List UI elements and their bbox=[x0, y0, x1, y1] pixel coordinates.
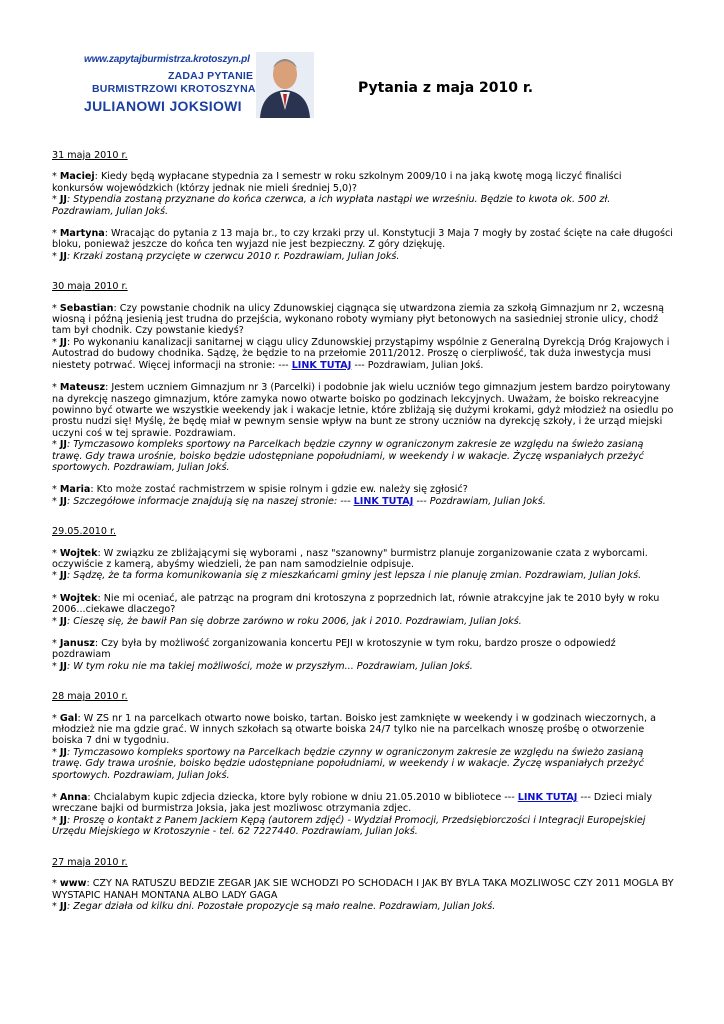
asker-name: Mateusz bbox=[59, 382, 106, 394]
answer-text-after: --- Pozdrawiam, Julian Jokś. bbox=[351, 359, 484, 371]
asker-name: Gal bbox=[59, 712, 78, 724]
question: * Maria: Kto może zostać rachmistrzem w spisie rolnym i gdzie ew. należy się zgłosić? bbox=[52, 484, 468, 496]
question: * Wojtek: W związku ze zbliżającymi się wyborami , nasz "szanowny" burmistrz planuje zorganizowanie czata z wyborcami. oczywiście z kamerą, abyśmy wiedzieli, że pan nam samodzielnie odpisuje. bbox=[52, 547, 648, 570]
question-text: : Kto może zostać rachmistrzem w spisie rolnym i gdzie ew. należy się zgłosić? bbox=[90, 484, 468, 496]
link-tutaj[interactable]: LINK TUTAJ bbox=[353, 495, 414, 507]
answer-text: : Proszę o kontakt z Panem Jackiem Kępą (autorem zdjęć) - Wydział Promocji, Przedsiębiorczości i Integracji Europejskiej Urzędu Miejskiego w Krotoszynie - tel. 62 7227440. Pozdrawiam, Julian Jokś. bbox=[52, 814, 646, 838]
banner-line-1: ZADAJ PYTANIE bbox=[168, 70, 254, 82]
question: * Sebastian: Czy powstanie chodnik na ulicy Zdunowskiej ciągnąca się utwardzona ziemia za szkołą Gimnazjum nr 2, wczesną wiosną i późną jesienią jest trudna do przejścia, wykonano roboty wymiany płyt betonowych na sasiedniej stronie ulicy, chodź tam był chodnik. Czy powstanie kiedyś? bbox=[52, 302, 665, 337]
asker-name: www bbox=[59, 878, 87, 890]
question-text: : W związku ze zbliżającymi się wyborami , nasz "szanowny" burmistrz planuje zorganizowanie czata z wyborcami. oczywiście z kamerą, abyśmy wiedzieli, że pan nam samodzielnie odpisuje. bbox=[52, 547, 648, 570]
question: * Martyna: Wracając do pytania z 13 maja br., to czy krzaki przy ul. Konstytucji 3 Maja 7 mogły by zostać ścięte na całe długości bloku, ponieważ jeszcze do końca ten wyjazd nie jest bezpieczny. Z góry dziękuję. bbox=[52, 228, 673, 251]
answerer-name: JJ bbox=[59, 495, 67, 507]
qa-entry bbox=[52, 303, 674, 371]
banner-line-3: JULIANOWI JOKSIOWI bbox=[84, 98, 242, 114]
page-title: Pytania z maja 2010 r. bbox=[358, 80, 534, 96]
question-text-after: --- Dzieci mialy wreczane bajki od burmistrza Joksia, jaka jest mozliwosc otrzymania zdjec. bbox=[52, 792, 653, 815]
question-text: : Czy powstanie chodnik na ulicy Zdunowskiej ciągnąca się utwardzona ziemia za szkołą Gimnazjum nr 2, wczesną wiosną i późną jesienią jest trudna do przejścia, wykonano roboty wymiany płyt betonowych na sasiedniej stronie ulicy, chodź tam był chodnik. Czy powstanie kiedyś? bbox=[52, 302, 665, 337]
asker-name: Maria bbox=[59, 484, 91, 496]
answer: * JJ: Tymczasowo kompleks sportowy na Parcelkach będzie czynny w ograniczonym zakresie ze względu na świeżo zasianą trawę. Gdy trawa urośnie, boisko będzie udostępniane popołudniami, w weekendy i w wakacje. Życzę wspaniałych przeżyć sportowych. Pozdrawiam, Julian Jokś. bbox=[52, 746, 644, 781]
asker-name: Sebastian bbox=[59, 302, 114, 314]
answerer-name: JJ bbox=[59, 250, 67, 262]
qa-entry bbox=[52, 382, 674, 473]
qa-entry bbox=[52, 638, 674, 672]
answer-text: : Krzaki zostaną przycięte w czerwcu 2010 r. Pozdrawiam, Julian Jokś. bbox=[67, 250, 400, 262]
answer: * JJ: Stypendia zostaną przyznane do końca czerwca, a ich wypłata nastąpi we wrześniu. Będzie to kwota ok. 500 zł. Pozdrawiam, Julian Jokś. bbox=[52, 194, 611, 217]
questions-list bbox=[52, 150, 674, 931]
section-date: 27 maja 2010 r. bbox=[52, 856, 128, 868]
date-section bbox=[52, 150, 674, 262]
banner-line-2: BURMISTRZOWI KROTOSZYNA bbox=[92, 83, 256, 95]
answerer-name: JJ bbox=[59, 439, 67, 451]
answer: * JJ: Cieszę się, że bawił Pan się dobrze zarówno w roku 2006, jak i 2010. Pozdrawiam, Julian Jokś. bbox=[52, 615, 522, 627]
asker-name: Wojtek bbox=[59, 592, 98, 604]
qa-entry bbox=[52, 878, 674, 912]
date-section bbox=[52, 857, 674, 913]
answer-text: : Tymczasowo kompleks sportowy na Parcelkach będzie czynny w ograniczonym zakresie ze względu na świeżo zasianą trawę. Gdy trawa urośnie, boisko będzie udostępniane popołudniami, w weekendy i w wakacje. Życzę wspaniałych przeżyć sportowych. Pozdrawiam, Julian Jokś. bbox=[52, 746, 644, 781]
answer-text: : Szczegółowe informacje znajdują się na naszej stronie: --- bbox=[67, 495, 354, 507]
banner-url: www.zapytajburmistrza.krotoszyn.pl bbox=[84, 54, 250, 65]
link-tutaj[interactable]: LINK TUTAJ bbox=[291, 359, 352, 371]
answer-text: : Zegar działa od kilku dni. Pozostałe propozycje są mało realne. Pozdrawiam, Julian Jokś. bbox=[67, 900, 496, 912]
asker-name: Wojtek bbox=[59, 547, 98, 559]
question: * www: CZY NA RATUSZU BEDZIE ZEGAR JAK SIE WCHODZI PO SCHODACH I JAK BY BYLA TAKA MOZLIWOSC CZY 2011 MOGLA BY WYSTAPIC HANAH MONTANA ALBO LADY GAGA bbox=[52, 878, 674, 901]
answerer-name: JJ bbox=[59, 746, 67, 758]
question: * Wojtek: Nie mi oceniać, ale patrząc na program dni krotoszyna z poprzednich lat, równie atrakcyjne jak te 2010 były w roku 2006...ciekawe dlaczego? bbox=[52, 592, 660, 616]
answer: * JJ: Krzaki zostaną przycięte w czerwcu 2010 r. Pozdrawiam, Julian Jokś. bbox=[52, 250, 400, 262]
answer: * JJ: W tym roku nie ma takiej możliwości, może w przyszłym... Pozdrawiam, Julian Jokś. bbox=[52, 660, 473, 672]
section-date: 28 maja 2010 r. bbox=[52, 691, 128, 703]
answer-text: : Stypendia zostaną przyznane do końca czerwca, a ich wypłata nastąpi we wrześniu. Będzie to kwota ok. 500 zł. Pozdrawiam, Julian Jokś. bbox=[52, 194, 611, 217]
question-text: : Czy była by możliwość zorganizowania koncertu PEJI w krotoszynie w tym roku, bardzo prosze o odpowiedź pozdrawiam bbox=[52, 638, 616, 661]
answerer-name: JJ bbox=[59, 660, 67, 672]
section-date: 31 maja 2010 r. bbox=[52, 150, 128, 161]
question-text: : Nie mi oceniać, ale patrząc na program dni krotoszyna z poprzednich lat, równie atrakcyjne jak te 2010 były w roku 2006...ciekawe dlaczego? bbox=[52, 592, 660, 616]
asker-name: Anna bbox=[59, 792, 88, 804]
asker-name: Maciej bbox=[59, 171, 95, 183]
date-section bbox=[52, 281, 674, 507]
date-section bbox=[52, 526, 674, 672]
answer: * JJ: Szczegółowe informacje znajdują się na naszej stronie: --- LINK TUTAJ --- Pozdrawiam, Julian Jokś. bbox=[52, 495, 546, 507]
section-date: 30 maja 2010 r. bbox=[52, 281, 128, 293]
question: * Anna: Chcialabym kupic zdjecia dziecka, ktore byly robione w dniu 21.05.2010 w bibliotece --- LINK TUTAJ --- Dzieci mialy wreczane bajki od burmistrza Joksia, jaka jest mozliwosc otrzymania zdjec. bbox=[52, 792, 653, 815]
qa-entry bbox=[52, 484, 674, 507]
qa-entry bbox=[52, 713, 674, 781]
answerer-name: JJ bbox=[59, 194, 67, 206]
answerer-name: JJ bbox=[59, 570, 67, 582]
link-tutaj[interactable]: LINK TUTAJ bbox=[517, 792, 578, 804]
answer-text: : W tym roku nie ma takiej możliwości, może w przyszłym... Pozdrawiam, Julian Jokś. bbox=[67, 660, 473, 672]
qa-entry bbox=[52, 792, 674, 838]
question: * Maciej: Kiedy będą wypłacane stypednia za I semestr w roku szkolnym 2009/10 i na jaką kwotę mogą liczyć finaliści konkursów wojewódzkich (którzy jednak nie mieli średniej 5,0)? bbox=[52, 171, 622, 194]
question-text: : Chcialabym kupic zdjecia dziecka, ktore byly robione w dniu 21.05.2010 w bibliotece --- bbox=[87, 792, 518, 804]
answer: * JJ: Sądzę, że ta forma komunikowania się z mieszkańcami gminy jest lepsza i nie planuję zmian. Pozdrawiam, Julian Jokś. bbox=[52, 570, 642, 582]
answer: * JJ: Tymczasowo kompleks sportowy na Parcelkach będzie czynny w ograniczonym zakresie ze względu na świeżo zasianą trawę. Gdy trawa urośnie, boisko będzie udostępniane popołudniami, w weekendy i w wakacje. Życzę wspaniałych przeżyć sportowych. Pozdrawiam, Julian Jokś. bbox=[52, 439, 644, 473]
answerer-name: JJ bbox=[59, 615, 67, 627]
answer-text: : Tymczasowo kompleks sportowy na Parcelkach będzie czynny w ograniczonym zakresie ze względu na świeżo zasianą trawę. Gdy trawa urośnie, boisko będzie udostępniane popołudniami, w weekendy i w wakacje. Życzę wspaniałych przeżyć sportowych. Pozdrawiam, Julian Jokś. bbox=[52, 439, 644, 473]
answer: * JJ: Po wykonaniu kanalizacji sanitarnej w ciągu ulicy Zdunowskiej przystąpimy wspólnie z Generalną Dyrekcją Dróg Krajowych i Autostrad do budowy chodnika. Sądzę, że będzie to na przełomie 2011/2012. Proszę o cierpliwość, tak duża inwestycja musi niestety potrwać. Więcej informacji na stronie: --- LINK TUTAJ --- Pozdrawiam, Julian Jokś. bbox=[52, 336, 670, 371]
answer-text: : Sądzę, że ta forma komunikowania się z mieszkańcami gminy jest lepsza i nie planuję zmian. Pozdrawiam, Julian Jokś. bbox=[67, 570, 642, 582]
question: * Janusz: Czy była by możliwość zorganizowania koncertu PEJI w krotoszynie w tym roku, bardzo prosze o odpowiedź pozdrawiam bbox=[52, 638, 616, 661]
question-text: : Wracając do pytania z 13 maja br., to czy krzaki przy ul. Konstytucji 3 Maja 7 mogły by zostać ścięte na całe długości bloku, ponieważ jeszcze do końca ten wyjazd nie jest bezpieczny. Z góry dziękuję. bbox=[52, 228, 673, 251]
answer-text-after: --- Pozdrawiam, Julian Jokś. bbox=[413, 495, 546, 507]
answerer-name: JJ bbox=[59, 336, 67, 348]
question-text: : Kiedy będą wypłacane stypednia za I semestr w roku szkolnym 2009/10 i na jaką kwotę mogą liczyć finaliści konkursów wojewódzkich (którzy jednak nie mieli średniej 5,0)? bbox=[52, 171, 622, 194]
question: * Mateusz: Jestem uczniem Gimnazjum nr 3 (Parcelki) i podobnie jak wielu uczniów tego gimnazjum jestem bardzo poirytowany na dyrekcję naszego gimnazjum, które zamyka nowo otwarte boisko po godzinach lekcyjnych. Uważam, że boisko rekreacyjne powinno być otwarte we wszystkie weekendy jak i wakacje letnie, które zbliżają się dużymi krokami, gdyż młodzież na osiedlu po prostu nudzi się! Myślę, że będę miał w pewnym sensie wpływ na bunt ze strony uczniów na dyrekcję szkoły, i że urząd miejski uczyni coś w tej sprawie. Pozdrawiam. bbox=[52, 382, 674, 439]
answerer-name: JJ bbox=[59, 814, 67, 826]
question-text: : Jestem uczniem Gimnazjum nr 3 (Parcelki) i podobnie jak wielu uczniów tego gimnazjum jestem bardzo poirytowany na dyrekcję naszego gimnazjum, które zamyka nowo otwarte boisko po godzinach lekcyjnych. Uważam, że boisko rekreacyjne powinno być otwarte we wszystkie weekendy jak i wakacje letnie, które zbliżają się dużymi krokami, gdyż młodzież na osiedlu po prostu nudzi się! Myślę, że będę miał w pewnym sensie wpływ na bunt ze strony uczniów na dyrekcję szkoły, i że urząd miejski uczyni coś w tej sprawie. Pozdrawiam. bbox=[52, 382, 674, 439]
qa-entry bbox=[52, 228, 674, 262]
answer: * JJ: Zegar działa od kilku dni. Pozostałe propozycje są mało realne. Pozdrawiam, Julian Jokś. bbox=[52, 900, 496, 912]
mayor-portrait-image bbox=[256, 52, 314, 118]
qa-entry bbox=[52, 171, 674, 217]
qa-entry bbox=[52, 548, 674, 582]
question-text: : CZY NA RATUSZU BEDZIE ZEGAR JAK SIE WCHODZI PO SCHODACH I JAK BY BYLA TAKA MOZLIWOSC CZY 2011 MOGLA BY WYSTAPIC HANAH MONTANA ALBO LADY GAGA bbox=[52, 878, 674, 901]
question: * Gal: W ZS nr 1 na parcelkach otwarto nowe boisko, tartan. Boisko jest zamknięte w weekendy i w godzinach wieczornych, a młodzież nie ma gdzie grać. W innych szkołach są otwarte boiska 24/7 tylko nie na parcelkach wnoszę prośbę o otworzenie boiska 7 dni w tygodniu. bbox=[52, 712, 656, 747]
section-date: 29.05.2010 r. bbox=[52, 526, 117, 538]
asker-name: Janusz bbox=[59, 638, 95, 649]
date-section bbox=[52, 691, 674, 837]
question-text: : W ZS nr 1 na parcelkach otwarto nowe boisko, tartan. Boisko jest zamknięte w weekendy i w godzinach wieczornych, a młodzież nie ma gdzie grać. W innych szkołach są otwarte boiska 24/7 tylko nie na parcelkach wnoszę prośbę o otworzenie boiska 7 dni w tygodniu. bbox=[52, 712, 656, 747]
site-banner[interactable] bbox=[80, 52, 332, 120]
answer: * JJ: Proszę o kontakt z Panem Jackiem Kępą (autorem zdjęć) - Wydział Promocji, Przedsiębiorczości i Integracji Europejskiej Urzędu Miejskiego w Krotoszynie - tel. 62 7227440. Pozdrawiam, Julian Jokś. bbox=[52, 814, 646, 838]
answer-text: : Cieszę się, że bawił Pan się dobrze zarówno w roku 2006, jak i 2010. Pozdrawiam, Julian Jokś. bbox=[67, 615, 522, 627]
answer-text: : Po wykonaniu kanalizacji sanitarnej w ciągu ulicy Zdunowskiej przystąpimy wspólnie z Generalną Dyrekcją Dróg Krajowych i Autostrad do budowy chodnika. Sądzę, że będzie to na przełomie 2011/2012. Proszę o cierpliwość, tak duża inwestycja musi niestety potrwać. Więcej informacji na stronie: --- bbox=[52, 336, 670, 371]
answerer-name: JJ bbox=[59, 900, 67, 912]
qa-entry bbox=[52, 593, 674, 627]
asker-name: Martyna bbox=[59, 228, 105, 240]
